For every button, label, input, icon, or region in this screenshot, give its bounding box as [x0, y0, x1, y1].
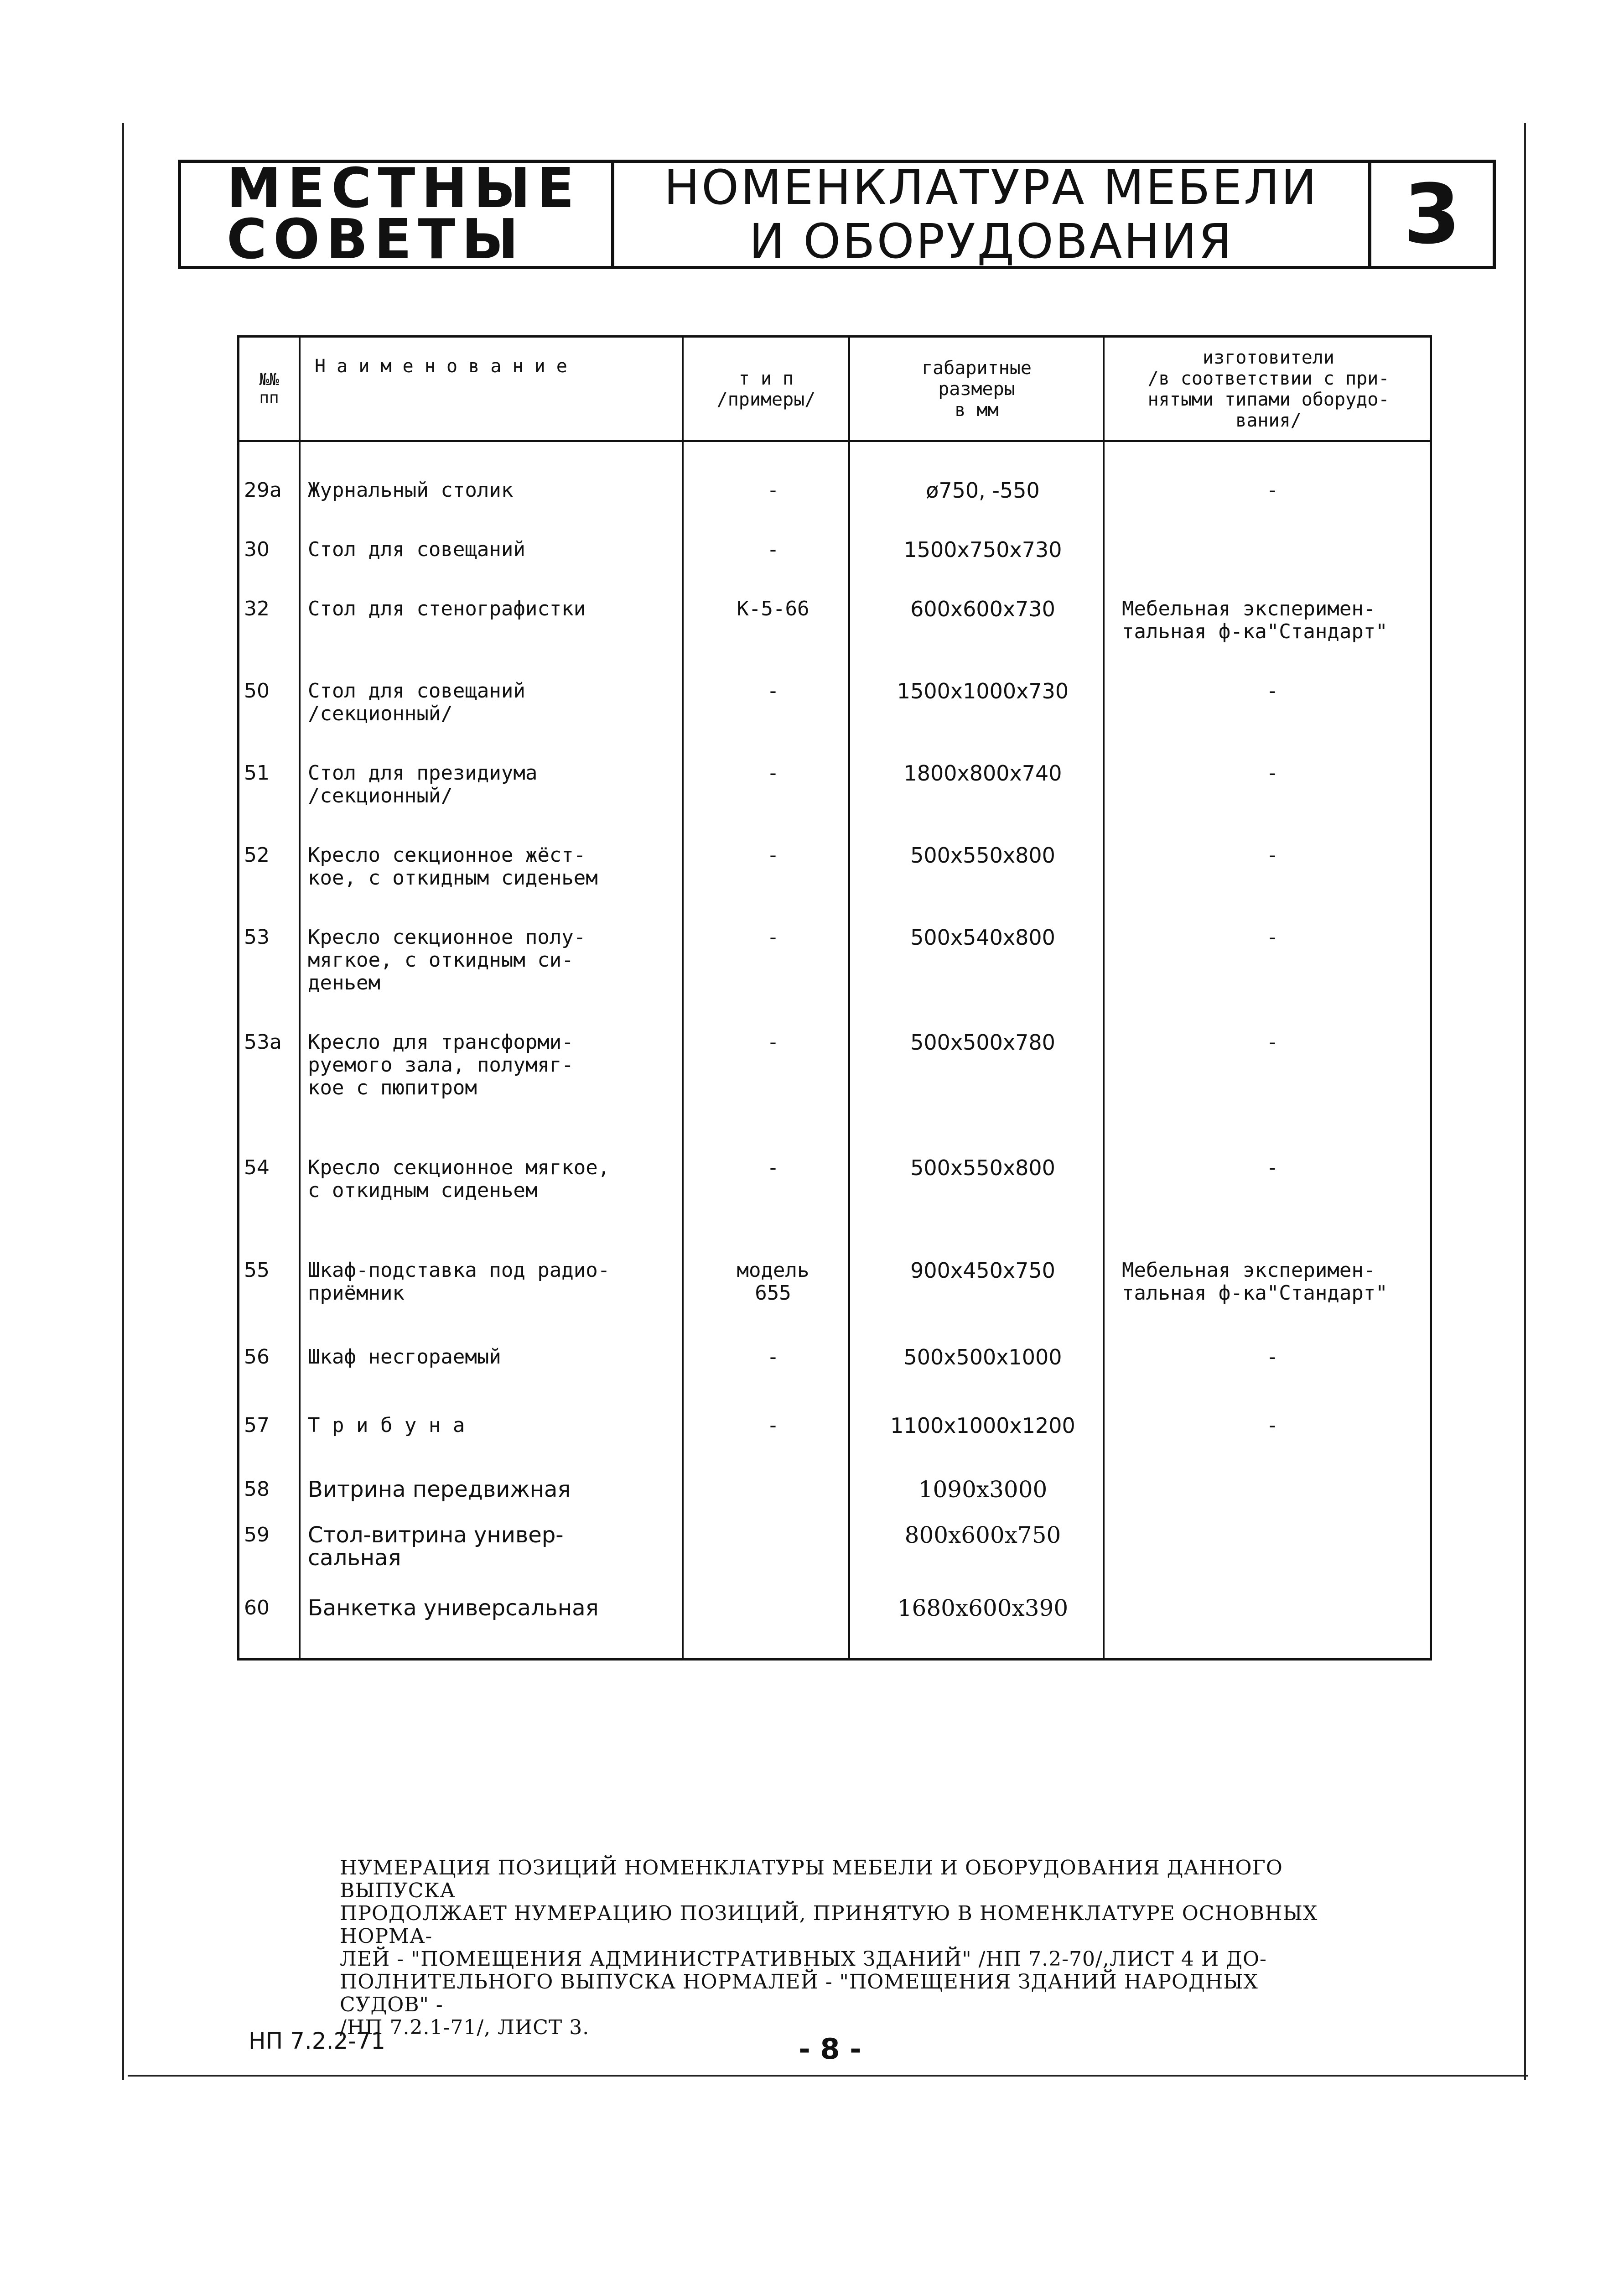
row-name: Шкаф-подставка под радио- приёмник — [308, 1259, 610, 1305]
row-type: - — [767, 926, 779, 949]
row-name: Витрина передвижная — [308, 1477, 571, 1502]
row-number: 53а — [244, 1031, 282, 1054]
header-sheet-number: 3 — [1403, 167, 1461, 262]
row-name: Кресло для трансформи- руемого зала, полумяг- кое с пюпитром — [308, 1031, 574, 1099]
nomenclature-table — [237, 335, 1432, 1661]
left-margin-line — [122, 123, 124, 2080]
row-type: - — [767, 679, 779, 703]
row-manufacturer: - — [1266, 926, 1279, 949]
row-dimensions: 1090x3000 — [918, 1476, 1048, 1503]
row-dimensions: 500x550x800 — [910, 843, 1055, 868]
row-dimensions: 500x540x800 — [910, 925, 1055, 950]
th-dims: габаритные размеры в мм — [922, 357, 1032, 421]
header-title-line2: И ОБОРУДОВАНИЯ — [749, 213, 1234, 269]
th-num: №№ пп — [259, 370, 279, 407]
row-name: Кресло секционное полу- мягкое, с откидным си- деньем — [308, 926, 586, 994]
header-separator — [239, 440, 1430, 442]
header-block — [178, 157, 1496, 271]
row-dimensions: 1800x800x740 — [903, 761, 1062, 786]
row-dimensions: 500x500x1000 — [903, 1345, 1062, 1369]
row-type: К-5-66 — [737, 597, 809, 620]
row-manufacturer: - — [1266, 843, 1279, 867]
row-number: 60 — [244, 1596, 270, 1619]
col-sep — [1103, 338, 1105, 1658]
row-name: Стол для стенографистки — [308, 597, 586, 620]
row-name: Кресло секционное мягкое, с откидным сиденьем — [308, 1156, 610, 1202]
row-name: Банкетка универсальная — [308, 1595, 599, 1621]
row-dimensions: 600x600x730 — [910, 597, 1055, 621]
row-name: Шкаф несгораемый — [308, 1345, 501, 1369]
row-name: Т р и б у н а — [308, 1414, 465, 1437]
row-manufacturer: - — [1266, 479, 1279, 502]
row-manufacturer: - — [1266, 1031, 1279, 1054]
col-sep — [682, 338, 684, 1658]
row-number: 53 — [244, 926, 270, 949]
row-number: 56 — [244, 1345, 270, 1369]
row-dimensions: ø750, -550 — [926, 478, 1040, 503]
header-title-line1: НОМЕНКЛАТУРА МЕБЕЛИ — [664, 160, 1319, 215]
row-name: Стол для президиума /секционный/ — [308, 761, 538, 807]
row-dimensions: 1680x600x390 — [897, 1595, 1069, 1621]
row-dimensions: 900x450x750 — [910, 1258, 1055, 1283]
row-manufacturer: - — [1266, 1414, 1279, 1437]
row-number: 50 — [244, 679, 270, 703]
row-name: Стол для совещаний — [308, 538, 525, 561]
row-dimensions: 500x500x780 — [910, 1030, 1055, 1055]
header-title — [614, 160, 1371, 269]
row-manufacturer: Мебельная эксперимен- тальная ф-ка"Стандарт" — [1122, 1259, 1388, 1305]
row-manufacturer: - — [1266, 1345, 1279, 1369]
row-number: 57 — [244, 1414, 270, 1437]
row-number: 51 — [244, 761, 270, 785]
col-sep — [848, 338, 850, 1658]
footnote: НУМЕРАЦИЯ ПОЗИЦИЙ НОМЕНКЛАТУРЫ МЕБЕЛИ И ОБОРУДОВАНИЯ ДАННОГО ВЫПУСКА ПРОДОЛЖАЕТ НУМЕРАЦИЮ ПОЗИЦИЙ, ПРИНЯТУЮ В НОМЕНКЛАТУРЕ ОСНОВНЫХ НОРМА- ЛЕЙ - "ПОМЕЩЕНИЯ АДМИНИСТРАТИВНЫХ ЗДАНИЙ" /НП 7.2-70/,ЛИСТ 4 И ДО- ПОЛНИТЕЛЬНОГО ВЫПУСКА НОРМАЛЕЙ - "ПОМЕЩЕНИЯ ЗДАНИЙ НАРОДНЫХ СУДОВ" - /НП 7.2.1-71/, ЛИСТ 3. — [340, 1856, 1318, 2039]
row-type: модель 655 — [737, 1259, 809, 1305]
th-type: т и п /примеры/ — [716, 368, 816, 410]
row-type: - — [767, 479, 779, 502]
row-dimensions: 1100x1000x1200 — [890, 1413, 1075, 1438]
row-name: Журнальный столик — [308, 479, 514, 502]
document-code: НП 7.2.2-71 — [249, 2028, 385, 2054]
row-number: 54 — [244, 1156, 270, 1179]
row-manufacturer: - — [1266, 679, 1279, 703]
row-number: 58 — [244, 1478, 270, 1501]
row-number: 30 — [244, 538, 270, 561]
col-sep — [299, 338, 301, 1658]
row-type: - — [767, 1156, 779, 1179]
row-number: 32 — [244, 597, 270, 620]
row-number: 52 — [244, 843, 270, 867]
row-number: 59 — [244, 1523, 270, 1546]
row-type: - — [767, 538, 779, 561]
row-manufacturer: Мебельная эксперимен- тальная ф-ка"Стандарт" — [1122, 597, 1388, 643]
row-name: Стол-витрина универ- сальная — [308, 1522, 564, 1571]
bottom-margin-line — [128, 2075, 1528, 2077]
page-number: - 8 - — [799, 2032, 861, 2066]
row-number: 55 — [244, 1259, 270, 1282]
header-left-line2: СОВЕТЫ — [227, 208, 525, 271]
row-type: - — [767, 1414, 779, 1437]
row-type: - — [767, 1031, 779, 1054]
header-left-line1: МЕСТНЫЕ — [227, 157, 581, 220]
row-manufacturer: - — [1266, 1156, 1279, 1179]
th-maker: изготовители /в соответствии с при- нятыми типами оборудо- вания/ — [1147, 347, 1390, 431]
row-type: - — [767, 1345, 779, 1369]
header-section-label — [181, 157, 614, 271]
row-manufacturer: - — [1266, 761, 1279, 785]
th-name: Н а и м е н о в а н и е — [315, 356, 567, 377]
right-margin-line — [1524, 123, 1526, 2080]
row-dimensions: 500x550x800 — [910, 1156, 1055, 1180]
row-name: Кресло секционное жёст- кое, с откидным сиденьем — [308, 843, 598, 890]
row-dimensions: 1500x1000x730 — [897, 679, 1069, 703]
row-type: - — [767, 761, 779, 785]
row-type: - — [767, 843, 779, 867]
row-dimensions: 1500x750x730 — [903, 537, 1062, 562]
row-name: Стол для совещаний /секционный/ — [308, 679, 525, 725]
row-dimensions: 800x600x750 — [904, 1522, 1061, 1548]
row-number: 29а — [244, 479, 282, 502]
